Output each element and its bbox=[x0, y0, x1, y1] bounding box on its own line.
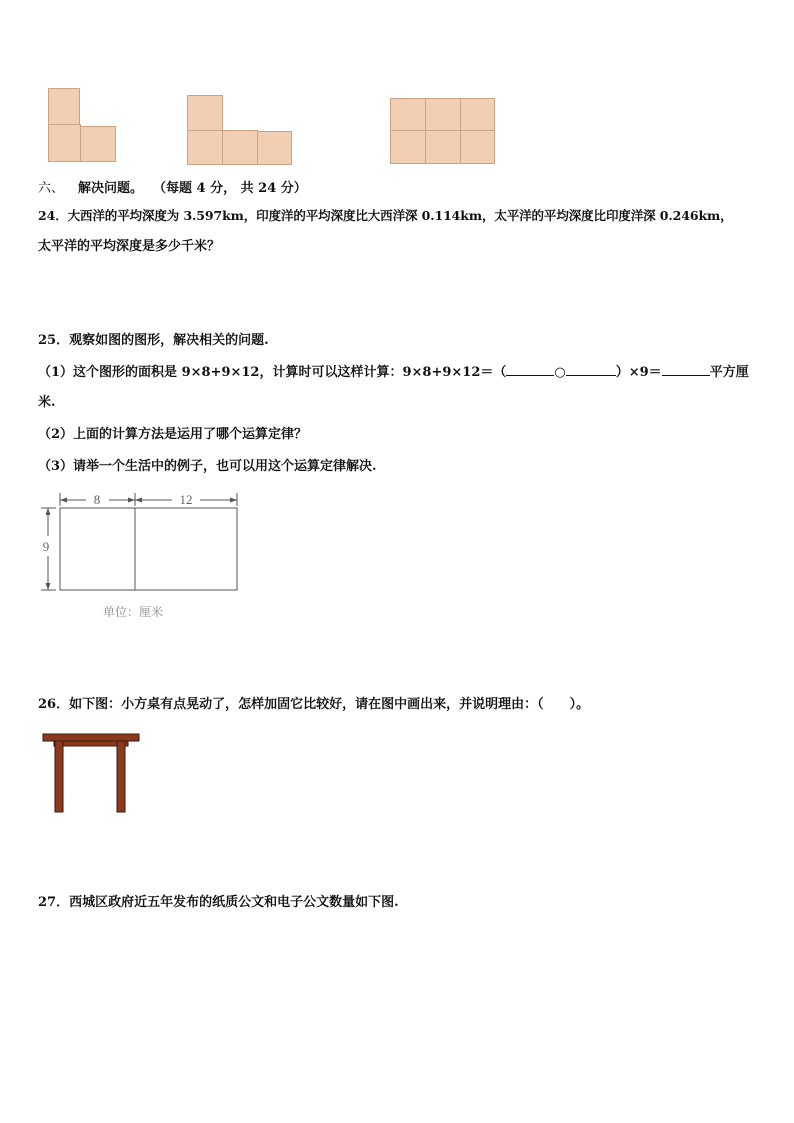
q25-rectangle-figure bbox=[36, 488, 246, 623]
q27-text: 27．西城区政府近五年发布的纸质公文和电子公文数量如下图. bbox=[38, 895, 399, 910]
table-illustration bbox=[40, 733, 144, 815]
table-leg-right bbox=[117, 741, 125, 812]
table-leg-left bbox=[55, 741, 63, 812]
dim-width-left: 8 bbox=[93, 492, 101, 507]
square bbox=[48, 88, 80, 125]
q25-part3: （3）请举一个生活中的例子，也可以用这个运算定律解决. bbox=[38, 459, 377, 474]
answer-blank[interactable] bbox=[506, 363, 554, 376]
operator-circle[interactable]: ○ bbox=[554, 365, 566, 380]
square bbox=[390, 98, 426, 131]
q25-part1-text-b: ）×9＝ bbox=[615, 365, 662, 380]
square bbox=[390, 130, 426, 164]
right-rectangle bbox=[135, 508, 237, 590]
square bbox=[187, 95, 223, 131]
q25-part1-text-a: （1）这个图形的面积是 9×8+9×12，计算时可以这样计算：9×8+9×12＝（ bbox=[38, 365, 507, 380]
square bbox=[460, 98, 495, 131]
q25-title: 25．观察如图的图形，解决相关的问题. bbox=[38, 333, 269, 348]
answer-blank[interactable] bbox=[662, 363, 710, 376]
dim-height: 9 bbox=[42, 539, 50, 554]
q25-part1-text-c: 平方厘 bbox=[709, 365, 749, 380]
section-title: 解决问题。 bbox=[78, 181, 144, 196]
square bbox=[187, 130, 223, 165]
section-number: 六、 bbox=[38, 181, 65, 196]
q25-part2: （2）上面的计算方法是运用了哪个运算定律？ bbox=[38, 427, 308, 442]
section-score: （每题 4 分， 共 24 分） bbox=[153, 181, 307, 196]
square bbox=[425, 130, 461, 164]
square bbox=[222, 130, 258, 165]
square bbox=[460, 130, 495, 164]
unit-label: 单位：厘米 bbox=[102, 605, 164, 619]
q26-text: 26．如下图：小方桌有点晃动了，怎样加固它比较好，请在图中画出来，并说明理由：（ ）。 bbox=[38, 697, 590, 712]
square bbox=[257, 131, 292, 165]
square bbox=[48, 124, 81, 162]
square bbox=[80, 126, 116, 162]
square bbox=[425, 98, 461, 131]
answer-blank[interactable] bbox=[566, 363, 616, 376]
q25-part1 bbox=[38, 363, 749, 382]
q25-part1-cont: 米. bbox=[38, 395, 56, 410]
section-six-heading bbox=[38, 180, 307, 198]
dim-width-right: 12 bbox=[179, 492, 193, 507]
left-rectangle bbox=[60, 508, 135, 590]
table-top bbox=[43, 734, 139, 741]
q24-line1: 24．大西洋的平均深度为 3.597km，印度洋的平均深度比大西洋深 0.114km，太平洋的平均深度比印度洋深 0.246km， bbox=[38, 208, 733, 223]
q24-line2: 太平洋的平均深度是多少千米？ bbox=[38, 239, 221, 254]
